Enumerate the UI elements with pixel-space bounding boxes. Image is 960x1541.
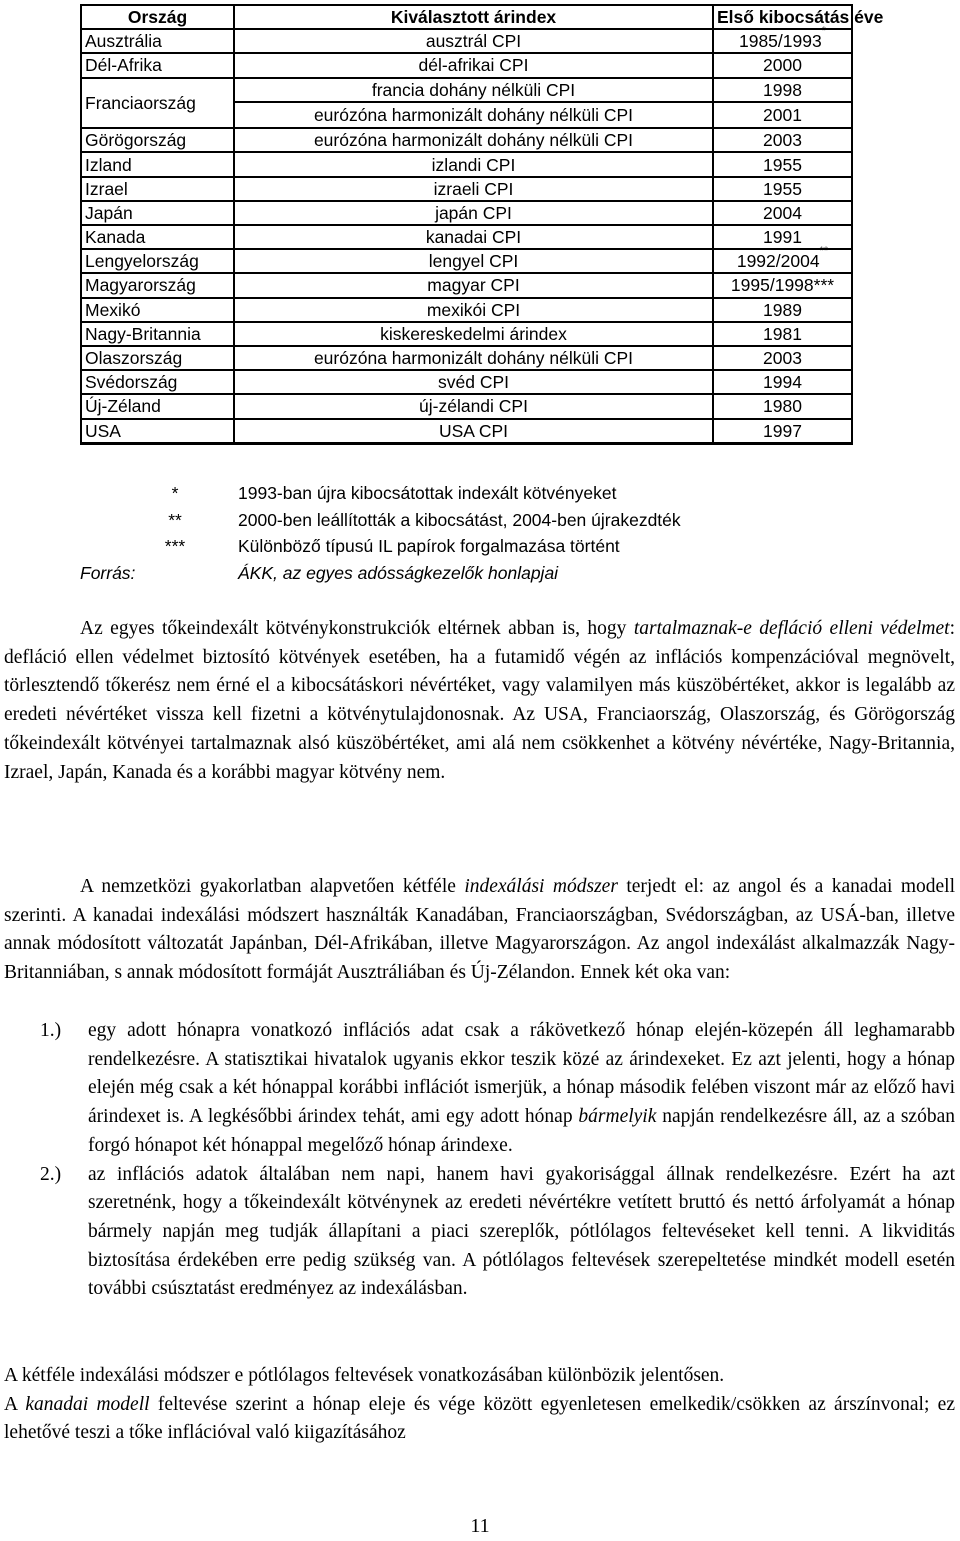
index-cell: eurózóna harmonizált dohány nélküli CPI [234, 346, 713, 370]
table-header-row [81, 5, 852, 29]
index-cell: mexikói CPI [234, 298, 713, 322]
country-cell: Olaszország [81, 346, 234, 370]
year-cell [713, 152, 852, 176]
text-run: Az egyes tőkeindexált kötvénykonstrukciók eltérnek abban is, hogy [80, 618, 634, 639]
year-cell [713, 225, 852, 249]
table-row [81, 177, 852, 201]
year-cell [713, 128, 852, 152]
table-row [81, 152, 852, 176]
year-value: 2003 [763, 348, 802, 369]
text-run: az inflációs adatok általában nem napi, hanem havi gyakorisággal állnak rendelkezésre. Ezért ha azt szeretnénk, hogy a tőkeindexált kötvénynek az eredeti névértékre vetített bruttó és nettó árfolyamát a hónap bármely napján meg tudják állapítani a piaci szereplők, pótlólagos feltevéseket kell tenni. A likviditás biztosítása érdekében erre pedig szükség van. A pótlólagos feltevések szerepeltetése mindkét modell esetén további csúsztatást eredményez az indexálásban. [88, 1163, 955, 1300]
header-first-issue-year: Első kibocsátás éve [713, 5, 852, 29]
table-body [81, 25, 852, 443]
year-cell: 2001 [713, 102, 852, 129]
country-cell: Svédország [81, 370, 234, 394]
text-run: A [4, 1393, 26, 1415]
emphasis: indexálási módszer [464, 876, 618, 897]
country-cell: Mexikó [81, 298, 234, 322]
cpi-table-container [80, 4, 884, 445]
country-cell: USA [81, 419, 234, 444]
year-value: 1992/2004 [736, 251, 820, 272]
index-cell: ausztrál CPI [234, 29, 713, 53]
year-value: 1985/1993 [738, 31, 822, 52]
footnote-text: 2000-ben leállították a kibocsátást, 2004-ben újrakezdték [238, 509, 681, 530]
year-value: 1980 [763, 396, 802, 417]
table-row [81, 249, 852, 273]
index-cell: kanadai CPI [234, 225, 713, 249]
table-row [81, 298, 852, 322]
paragraph-canadian-model [4, 1362, 955, 1448]
header-country: Ország [81, 5, 234, 29]
text-run: A nemzetközi gyakorlatban alapvetően kétféle [80, 876, 465, 897]
source-note [80, 560, 880, 587]
list-item [4, 1017, 955, 1161]
country-cell: Japán [81, 201, 234, 225]
index-cell: izraeli CPI [234, 177, 713, 201]
table-row [81, 346, 852, 370]
table-row [81, 128, 852, 152]
text-run: feltevése szerint a hónap eleje és vége között egyenletesen emelkedik/csökken az árszínvonal; ez lehetővé teszi a tőke inflációval való kiigazításához [4, 1393, 955, 1444]
index-cell: francia dohány nélküli CPI [234, 78, 713, 102]
index-cell: dél-afrikai CPI [234, 53, 713, 77]
index-cell: lengyel CPI [234, 249, 713, 273]
list-number: 2.) [40, 1163, 62, 1185]
footnote-text: Különböző típusú IL papírok forgalmazása történt [238, 536, 620, 556]
index-cell: japán CPI [234, 201, 713, 225]
country-cell: Izland [81, 152, 234, 176]
index-cell: kiskereskedelmi árindex [234, 322, 713, 346]
table-row [81, 273, 852, 297]
index-cell: magyar CPI [234, 273, 713, 297]
text-run: egy adott hónapra vonatkozó inflációs adat csak a rákövetkező hónap elején-közepén áll leghamarabb rendelkezésre. A statisztikai hivatalok ugyanis ekkor teszik közé az árindexeket. Ez azt jelenti, hogy a hónap elején még csak a két hónappal korábbi inflációt ismerjük, a hónap második felében viszont már az előző havi árindexet is. A legkésőbbi árindex tehát, ami egy adott hónap [88, 1020, 955, 1128]
table-row [81, 29, 852, 53]
emphasis: tartalmaznak-e defláció elleni védelmet [633, 618, 950, 639]
country-cell: Izrael [81, 177, 234, 201]
year-value: 2000 [763, 55, 802, 76]
country-cell: Magyarország [81, 273, 234, 297]
text-run: : defláció ellen védelmet biztosító kötvények esetében, ha a futamidő végén az inflációs kompenzációval megnövelt, törlesztendő tőkerész nem érné el a kibocsátáskori névértéket, vagy valamilyen más küszöbértéket, akkor is legalább az eredeti névértéket vissza kell fizetni a kötvénytulajdonosnak. Az USA, Franciaország, Olaszország, és Görögország tőkeindexált kötvényei tartalmaznak alsó küszöbértéket, ami alá nem csökkenhet a kötvény névértéke, Nagy-Britannia, Izrael, Japán, Kanada és a korábbi magyar kötvény nem. [4, 618, 955, 783]
year-value: 1998 [763, 79, 802, 100]
year-value: 1997 [763, 420, 802, 441]
table-row [81, 394, 852, 418]
index-cell: új-zélandi CPI [234, 394, 713, 418]
reasons-list [4, 1017, 955, 1304]
table-row [81, 322, 852, 346]
source-label: Forrás: [80, 562, 136, 583]
year-cell [713, 394, 852, 418]
index-cell: USA CPI [234, 419, 713, 444]
year-value: 1955 [763, 178, 802, 199]
year-value: 1991 [763, 227, 802, 248]
table-footnotes [80, 480, 880, 586]
year-cell [713, 245, 852, 273]
text-run: napján rendelkezésre áll, az a szóban forgó hónapot két hónappal megelőző hónap árindexe. [88, 1106, 955, 1156]
footnote-mark: ** [168, 509, 182, 530]
year-value: 1981 [763, 323, 802, 344]
country-cell: Lengyelország [81, 249, 234, 273]
table-row [81, 419, 852, 444]
source-text: ÁKK, az egyes adósságkezelők honlapjai [238, 562, 559, 583]
paragraph-indexation-methods [4, 873, 955, 988]
country-cell: Ausztrália [81, 29, 234, 53]
year-cell [713, 53, 852, 77]
country-cell: Nagy-Britannia [81, 322, 234, 346]
year-cell [713, 25, 852, 53]
year-value: 1989 [763, 299, 802, 320]
index-cell: eurózóna harmonizált dohány nélküli CPI [234, 102, 713, 129]
index-cell: eurózóna harmonizált dohány nélküli CPI [234, 128, 713, 152]
footnote-mark: * [171, 483, 179, 503]
footnote-text: 1993-ban újra kibocsátottak indexált kötvényeket [238, 483, 617, 503]
cpi-index-table [80, 4, 884, 445]
country-cell: Franciaország [81, 78, 234, 129]
year-cell [713, 419, 852, 444]
text-run: terjedt el: az angol és a kanadai modell szerinti. A kanadai indexálási módszert használták Kanadában, Franciaországban, Svédországban, az USÁ-ban, illetve annak módosított változatát Japánban, Dél-Afrikában, illetve Magyarországon. Az angol indexálást alkalmazzák Nagy-Britanniában, s annak módosított formáját Ausztráliában és Új-Zélandon. Ennek két oka van: [4, 876, 955, 984]
year-value: 2003 [763, 130, 802, 151]
header-index: Kiválasztott árindex [234, 5, 713, 29]
index-cell: svéd CPI [234, 370, 713, 394]
year-cell [713, 201, 852, 225]
year-value: 1955 [763, 154, 802, 175]
year-value: 1994 [763, 372, 802, 393]
year-cell [713, 273, 852, 297]
country-cell: Dél-Afrika [81, 53, 234, 77]
table-row [81, 53, 852, 77]
index-cell: izlandi CPI [234, 152, 713, 176]
table-row [81, 370, 852, 394]
footnote [80, 480, 880, 507]
country-cell: Új-Zéland [81, 394, 234, 418]
year-cell [713, 298, 852, 322]
page-number: 11 [470, 1515, 490, 1537]
year-cell [713, 177, 852, 201]
table-row [81, 201, 852, 225]
country-cell: Kanada [81, 225, 234, 249]
list-item [4, 1161, 955, 1305]
emphasis: kanadai modell [25, 1393, 150, 1415]
footnote-marker: * [821, 25, 826, 38]
footnote [80, 533, 880, 560]
footnote [80, 507, 880, 534]
year-value: 2004 [763, 202, 802, 223]
year-cell [713, 322, 852, 346]
table-row [81, 78, 852, 102]
emphasis: bármelyik [578, 1106, 657, 1128]
list-number: 1.) [40, 1020, 62, 1041]
year-cell [713, 346, 852, 370]
footnote-mark: *** [164, 536, 186, 556]
country-cell: Görögország [81, 128, 234, 152]
year-cell [713, 370, 852, 394]
year-cell [713, 78, 852, 102]
paragraph-deflation-protection [4, 615, 955, 787]
year-value: 1995/1998*** [730, 275, 835, 296]
sentence-line: A kétféle indexálási módszer e pótlólagos feltevések vonatkozásában különbözik jelentősen. [4, 1365, 725, 1386]
table-row [81, 225, 852, 249]
footnote-marker: ** [819, 245, 829, 258]
